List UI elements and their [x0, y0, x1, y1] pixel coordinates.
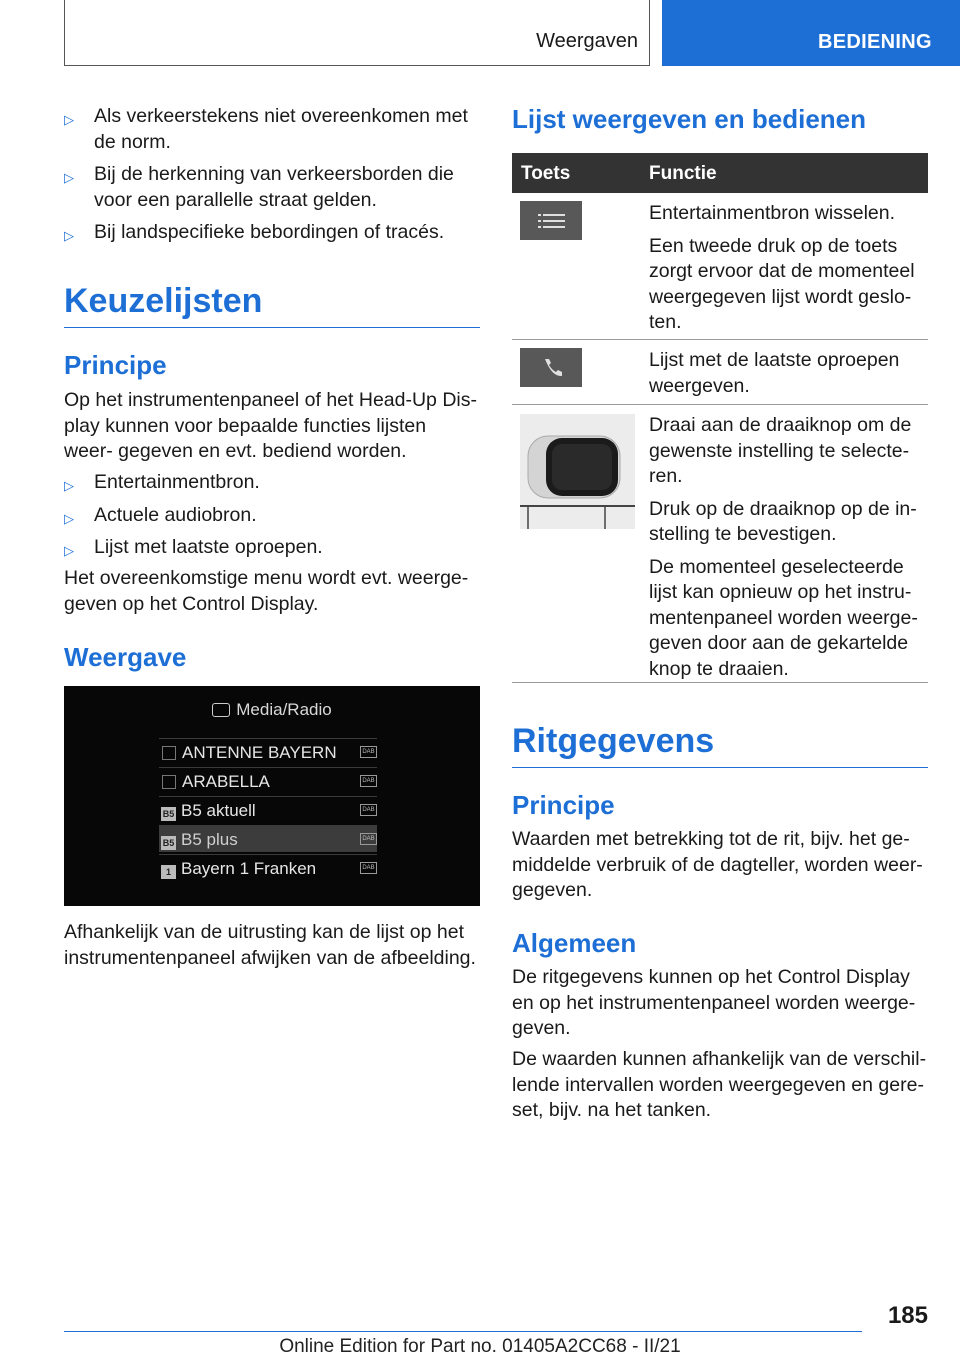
media-list-item-selected: B5 B5 plus DAB	[159, 825, 377, 852]
triangle-bullet-icon: ▷	[64, 170, 74, 185]
triangle-bullet-icon: ▷	[64, 478, 74, 493]
media-header: Media/Radio	[64, 700, 480, 720]
heading-principe-left: Principe	[64, 350, 167, 380]
list-item: ▷ Actuele audiobron.	[64, 503, 480, 529]
col-header-toets: Toets	[521, 163, 571, 184]
image-caption: Afhankelijk van de uitrusting kan de lijst op het instrumentenpaneel afwijken van de afbeelding.	[64, 921, 476, 969]
list-item: ▷ Entertainmentbron.	[64, 470, 480, 496]
left-column	[64, 104, 480, 253]
bullet-list-top	[64, 104, 480, 246]
media-list-item: 1 Bayern 1 Franken DAB	[159, 854, 377, 881]
col-header-functie: Functie	[649, 163, 717, 184]
heading-lijst-weergeven: Lijst weergeven en bedienen	[512, 104, 866, 134]
table-row	[512, 405, 928, 683]
list-item: ▷ Als verkeerstekens niet overeenkomen met de norm.	[64, 105, 468, 153]
algemeen-text-1: De ritgegevens kunnen op het Control Display en op het instrumentenpaneel worden weerge- geven.	[512, 966, 916, 1039]
header-section-title: Weergaven	[536, 30, 638, 52]
table-header	[512, 153, 928, 193]
phone-icon	[520, 348, 582, 387]
principe-text-left: Op het instrumentenpaneel of het Head-Up Dis- play kunnen voor bepaalde functies lijsten weer- gegeven en evt. bediend worden.	[64, 389, 477, 462]
function-cell: Lijst met de laatste oproepen weergeven.	[649, 349, 900, 397]
header-chapter-title: BEDIENING	[818, 31, 932, 53]
list-item: ▷ Bij de herkenning van verkeersborden die voor een parallelle straat gelden.	[64, 163, 454, 211]
list-item: ▷ Lijst met laatste oproepen.	[64, 535, 480, 561]
triangle-bullet-icon: ▷	[64, 543, 74, 558]
heading-algemeen: Algemeen	[512, 928, 637, 958]
media-list-item: ARABELLA DAB	[159, 767, 377, 794]
function-cell: Draai aan de draaiknop om de gewenste instelling te selecte- ren. Druk op de draaiknop op de in- stelling te bevestigen. De momenteel geselecteerde lijst kan opnieuw op het instru- mentenpaneel worden weerge- geven door aan de gekartelde knop te draaien.	[649, 414, 918, 680]
triangle-bullet-icon: ▷	[64, 228, 74, 243]
footer-text: Online Edition for Part no. 01405A2CC68 - II/21	[279, 1336, 681, 1357]
list-item: ▷ Bij landspecifieke bebordingen of tracés.	[64, 220, 480, 246]
footer-rule	[64, 1331, 862, 1332]
heading-weergave: Weergave	[64, 642, 187, 672]
media-list-item: B5 B5 aktuell DAB	[159, 796, 377, 823]
principe-text-right: Waarden met betrekking tot de rit, bijv. het ge- middelde verbruik of de dagteller, worden weer- gegeven.	[512, 828, 923, 901]
rotary-knob-photo	[520, 414, 635, 529]
media-radio-screenshot	[64, 686, 480, 906]
list-icon	[520, 201, 582, 240]
heading-keuzelijsten: Keuzelijsten	[64, 282, 480, 328]
page-number: 185	[887, 1302, 928, 1329]
triangle-bullet-icon: ▷	[64, 112, 74, 127]
triangle-bullet-icon: ▷	[64, 510, 74, 526]
function-cell: Entertainmentbron wisselen. Een tweede druk op de toets zorgt ervoor dat de momenteel weergegeven lijst wordt geslo- ten.	[649, 202, 915, 333]
function-table	[512, 153, 928, 683]
bullet-list-lists	[64, 470, 480, 568]
table-row	[512, 340, 928, 405]
media-list-item: ANTENNE BAYERN DAB	[159, 738, 377, 765]
heading-principe-right: Principe	[512, 790, 615, 820]
media-icon	[212, 703, 230, 717]
algemeen-text-2: De waarden kunnen afhankelijk van de verschil- lende intervallen worden weergegeven en gere- set, bijv. na het tanken.	[512, 1048, 927, 1121]
table-row	[512, 193, 928, 340]
heading-ritgegevens: Ritgegevens	[512, 722, 928, 768]
menu-text: Het overeenkomstige menu wordt evt. weerge- geven op het Control Display.	[64, 567, 469, 615]
